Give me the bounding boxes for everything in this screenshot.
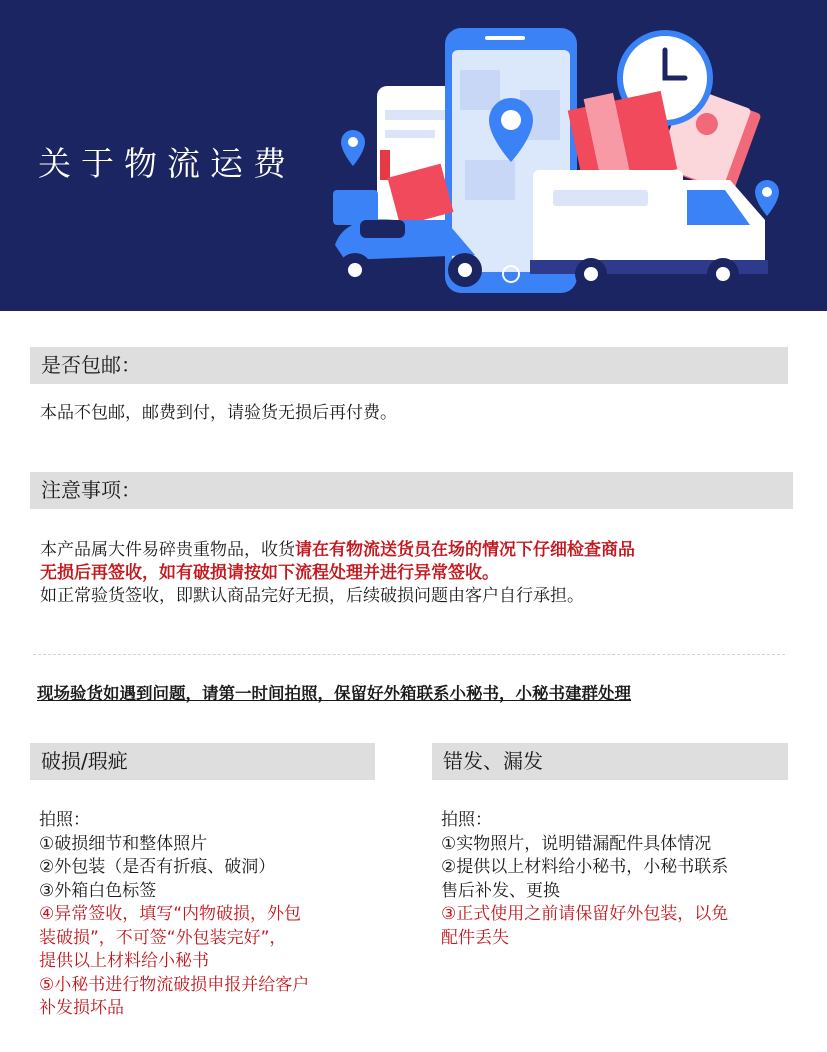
list-item: 补发损坏品	[39, 998, 124, 1018]
logistics-illustration	[325, 20, 785, 300]
notes-line-3: 如正常验货签收，即默认商品完好无损，后续破损问题由客户自行承担。	[40, 586, 584, 606]
banner-title: 关于物流运费	[38, 144, 296, 183]
damage-intro: 拍照：	[39, 810, 90, 830]
list-item: ①实物照片，说明错漏配件具体情况	[441, 833, 712, 854]
notes-heading: 注意事项：	[30, 472, 793, 509]
notes-body	[40, 539, 800, 608]
header-banner	[0, 0, 827, 311]
notes-line-1-highlight: 请在有物流送货员在场的情况下仔细检查商品	[295, 540, 635, 560]
list-item: ①破损细节和整体照片	[39, 833, 208, 854]
missing-list	[441, 809, 728, 950]
shipping-heading: 是否包邮：	[30, 347, 788, 384]
damage-heading: 破损/瑕疵	[30, 743, 375, 780]
damage-list	[39, 809, 309, 1021]
delivery-truck-icon	[530, 170, 768, 290]
list-item: 售后补发、更换	[441, 880, 560, 901]
list-item: ②提供以上材料给小秘书，小秘书联系	[441, 857, 729, 877]
missing-heading: 错发、漏发	[432, 743, 788, 780]
list-item: ③正式使用之前请保留好外包装，以免	[441, 904, 729, 924]
list-item: 提供以上材料给小秘书	[39, 951, 209, 971]
notes-line-2: 无损后再签收，如有破损请按如下流程处理并进行异常签收。	[40, 563, 499, 583]
notice-text: 现场验货如遇到问题，请第一时间拍照，保留好外箱联系小秘书，小秘书建群处理	[37, 684, 631, 703]
list-item: 装破损”，不可签“外包装完好”，	[39, 927, 287, 948]
notes-line-1-prefix: 本产品属大件易碎贵重物品，收货	[40, 540, 295, 560]
list-item: ③外箱白色标签	[39, 880, 157, 901]
missing-intro: 拍照：	[441, 810, 492, 830]
shipping-body: 本品不包邮，邮费到付，请验货无损后再付费。	[40, 403, 397, 423]
list-item: ⑤小秘书进行物流破损申报并给客户	[39, 974, 310, 995]
list-item: ②外包装（是否有折痕、破洞）	[39, 857, 276, 877]
list-item: ④异常签收，填写“内物破损，外包	[39, 904, 302, 924]
notes-line-1	[40, 539, 800, 562]
list-item: 配件丢失	[441, 927, 509, 948]
dashed-divider	[33, 654, 785, 655]
